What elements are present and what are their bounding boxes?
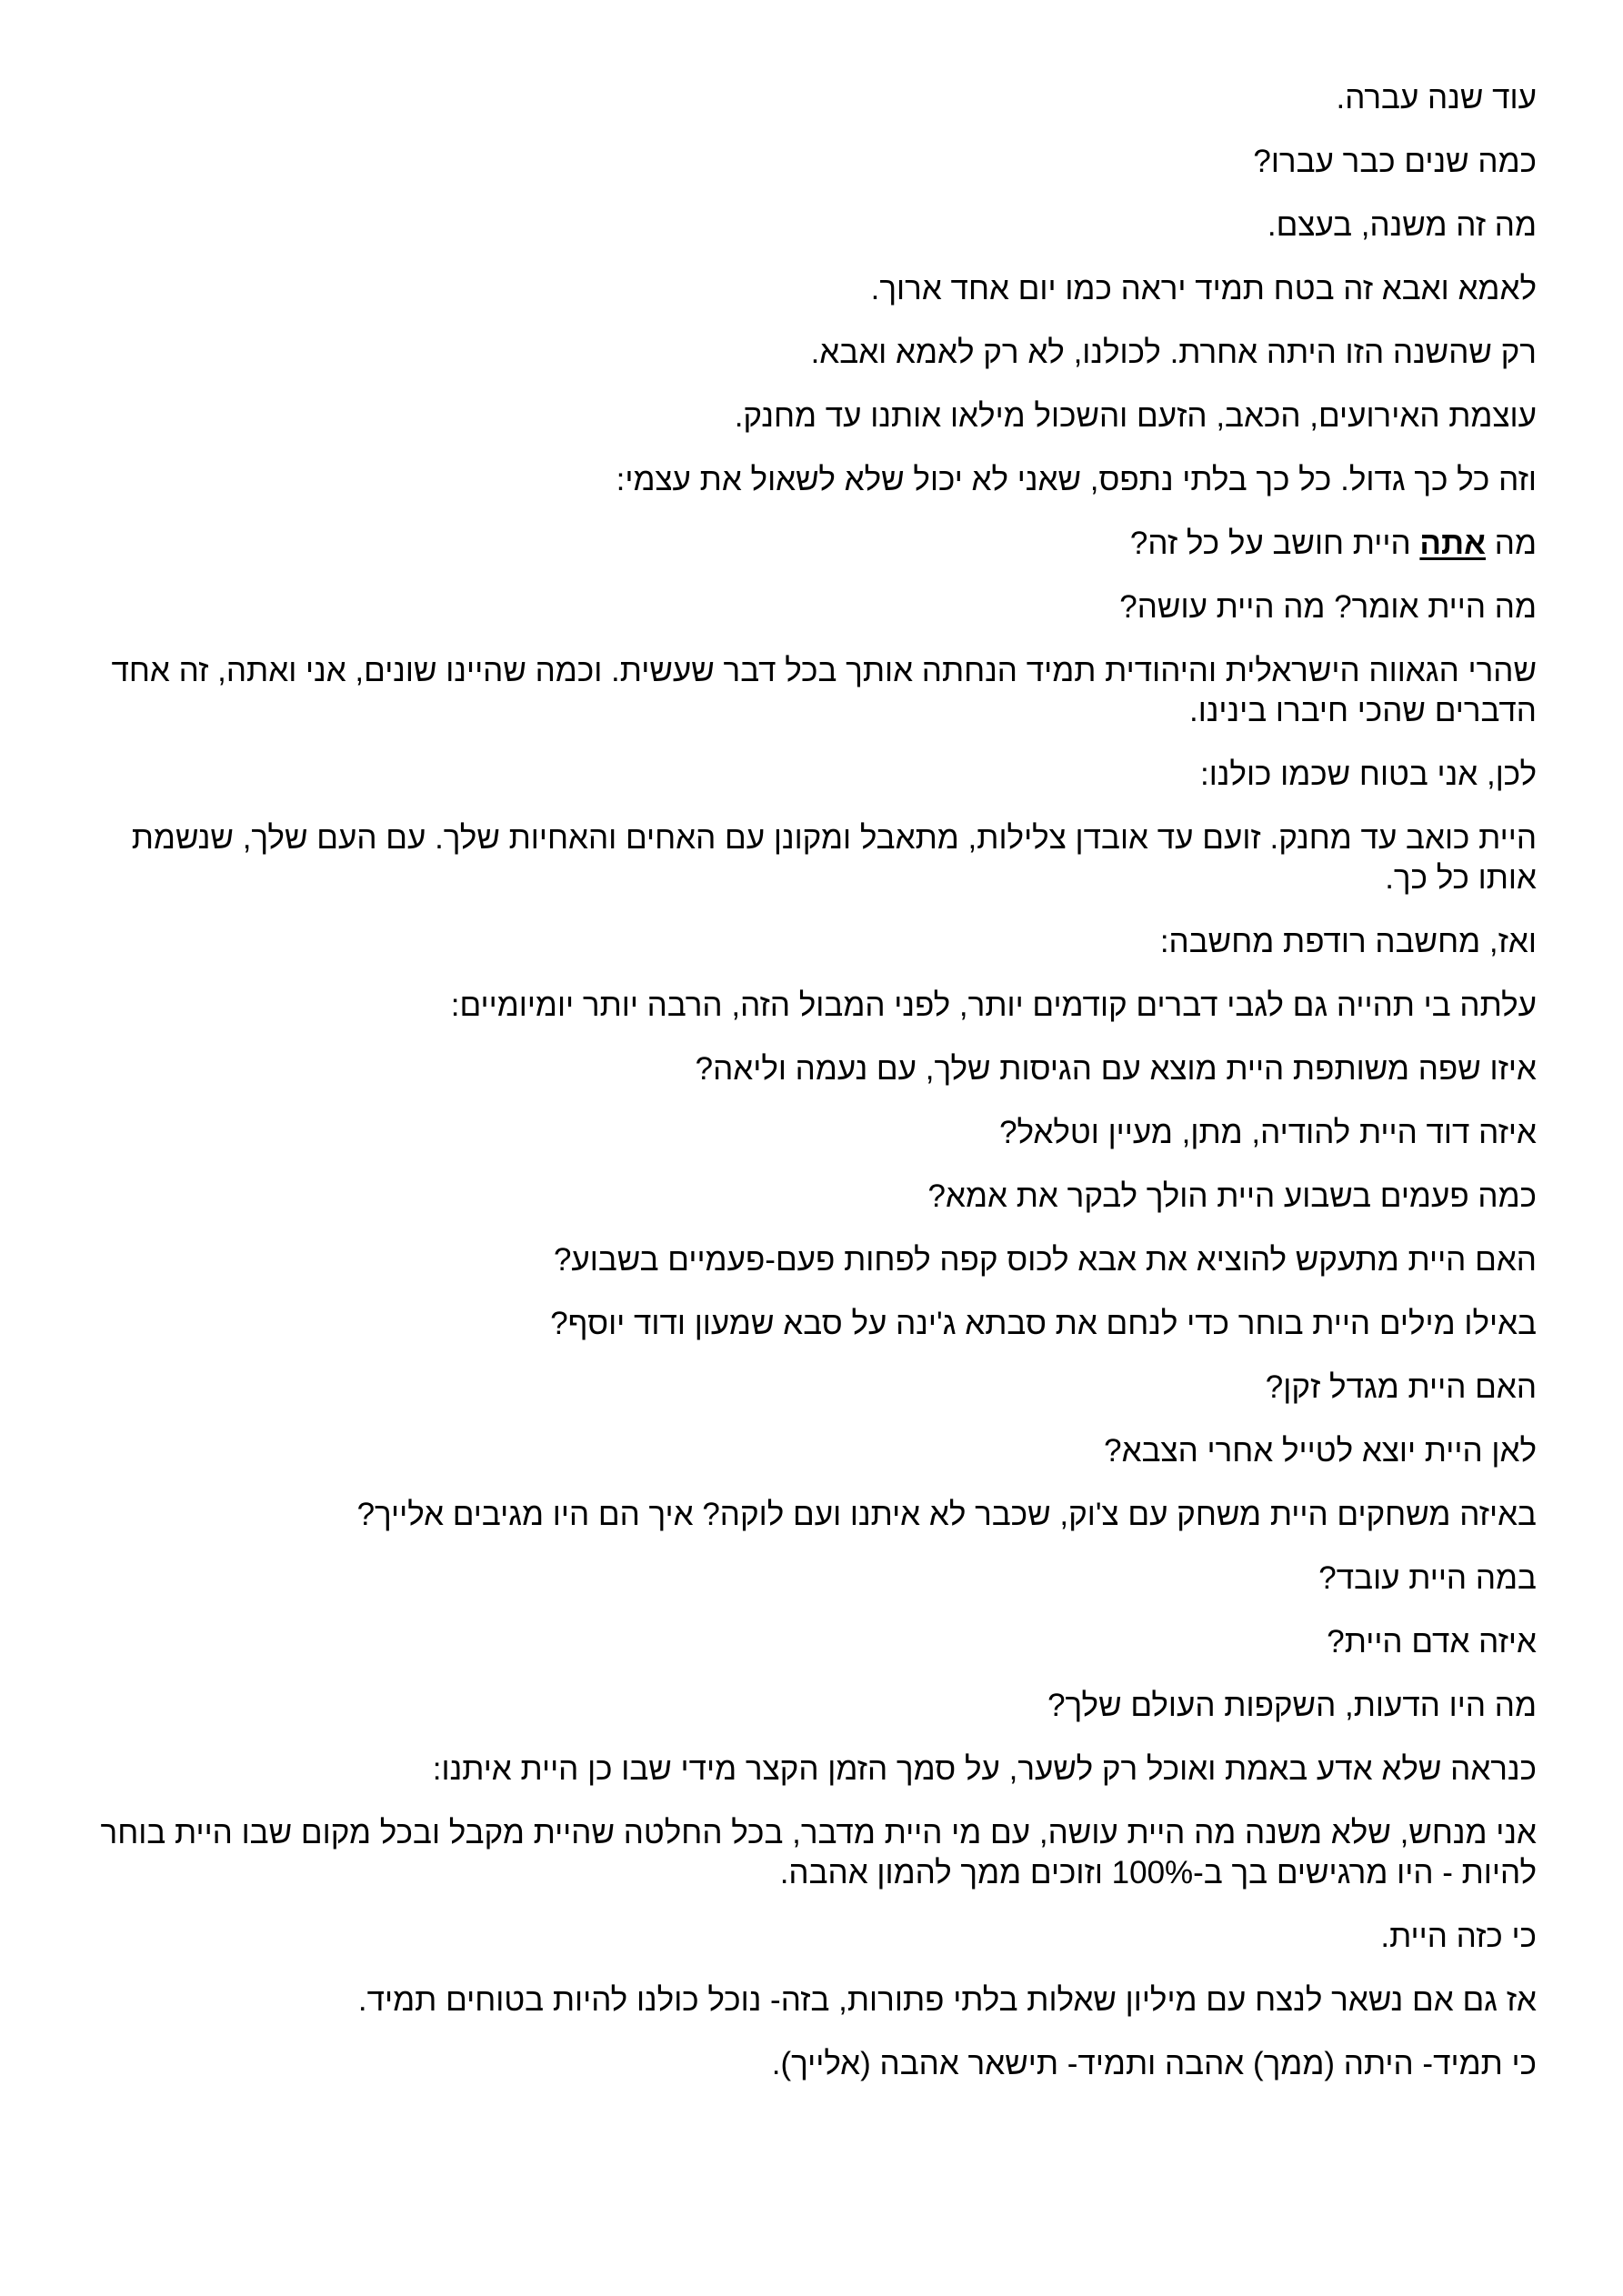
- paragraph: עוד שנה עברה.: [1336, 80, 1537, 115]
- document-body: [91, 78, 1537, 2108]
- paragraph-text: היית חושב על כל זה?: [1129, 526, 1420, 561]
- paragraph: וזה כל כך גדול. כל כך בלתי נתפס, שאני לא יכול שלא לשאול את עצמי:: [616, 462, 1537, 497]
- paragraph: לאמא ואבא זה בטח תמיד יראה כמו יום אחד ארוך.: [870, 271, 1537, 306]
- paragraph: שהרי הגאווה הישראלית והיהודית תמיד הנחתה אותך בכל דבר שעשית. וכמה שהיינו שונים, אני ואתה, זה אחד הדברים שהכי חיברו בינינו.: [111, 653, 1537, 728]
- paragraph: עוצמת האירועים, הכאב, הזעם והשכול מילאו אותנו עד מחנק.: [734, 398, 1537, 434]
- paragraph: רק שהשנה הזו היתה אחרת. לכולנו, לא רק לאמא ואבא.: [810, 335, 1537, 370]
- paragraph: איזו שפה משותפת היית מוצא עם הגיסות שלך, עם נעמה וליאה?: [695, 1051, 1537, 1087]
- paragraph: איזה אדם היית?: [1327, 1624, 1537, 1659]
- paragraph: לאן היית יוצא לטייל אחרי הצבא?: [1104, 1433, 1537, 1469]
- paragraph: באיזה משחקים היית משחק עם צ'וק, שכבר לא איתנו ועם לוקה? איך הם היו מגיבים אלייך?: [356, 1497, 1537, 1532]
- paragraph: כנראה שלא אדע באמת ואוכל רק לשער, על סמך הזמן הקצר מידי שבו כן היית איתנו:: [432, 1751, 1537, 1787]
- paragraph: לכן, אני בטוח שכמו כולנו:: [1199, 757, 1537, 792]
- paragraph-with-emphasis: [91, 524, 1537, 564]
- paragraph: אני מנחש, שלא משנה מה היית עושה, עם מי היית מדבר, בכל החלטה שהיית מקבל ובכל מקום שבו היית בוחר להיות - היו מרגישים בך ב-100% וזוכים ממך להמון אהבה.: [100, 1815, 1537, 1890]
- emphasized-word: אתה: [1419, 526, 1487, 561]
- paragraph: ואז, מחשבה רודפת מחשבה:: [1159, 924, 1537, 959]
- paragraph: עלתה בי תהייה גם לגבי דברים קודמים יותר, לפני המבול הזה, הרבה יותר יומיומיים:: [450, 988, 1537, 1023]
- paragraph: כמה פעמים בשבוע היית הולך לבקר את אמא?: [927, 1178, 1537, 1214]
- paragraph: באילו מילים היית בוחר כדי לנחם את סבתא ג'ינה על סבא שמעון ודוד יוסף?: [550, 1306, 1537, 1341]
- paragraph: במה היית עובד?: [1318, 1560, 1537, 1596]
- paragraph: האם היית מגדל זקן?: [1265, 1369, 1537, 1405]
- paragraph: מה היו הדעות, השקפות העולם שלך?: [1047, 1688, 1537, 1723]
- paragraph: האם היית מתעקש להוציא את אבא לכוס קפה לפחות פעם-פעמיים בשבוע?: [553, 1242, 1537, 1278]
- paragraph: כמה שנים כבר עברו?: [1253, 144, 1537, 179]
- paragraph: כי כזה היית.: [1380, 1919, 1537, 1954]
- paragraph: מה היית אומר? מה היית עושה?: [1119, 589, 1537, 625]
- paragraph: כי תמיד- היתה (ממך) אהבה ותמיד- תישאר אהבה (אלייך).: [771, 2046, 1537, 2081]
- paragraph: אז גם אם נשאר לנצח עם מיליון שאלות בלתי פתורות, בזה- נוכל כולנו להיות בטוחים תמיד.: [357, 1982, 1537, 2018]
- paragraph: איזה דוד היית להודיה, מתן, מעיין וטלאל?: [999, 1115, 1537, 1150]
- paragraph: היית כואב עד מחנק. זועם עד אובדן צלילות, מתאבל ומקונן עם האחים והאחיות שלך. עם העם שלך, שנשמת אותו כל כך.: [131, 820, 1537, 896]
- paragraph-text: מה: [1486, 526, 1537, 561]
- paragraph: מה זה משנה, בעצם.: [1267, 207, 1537, 243]
